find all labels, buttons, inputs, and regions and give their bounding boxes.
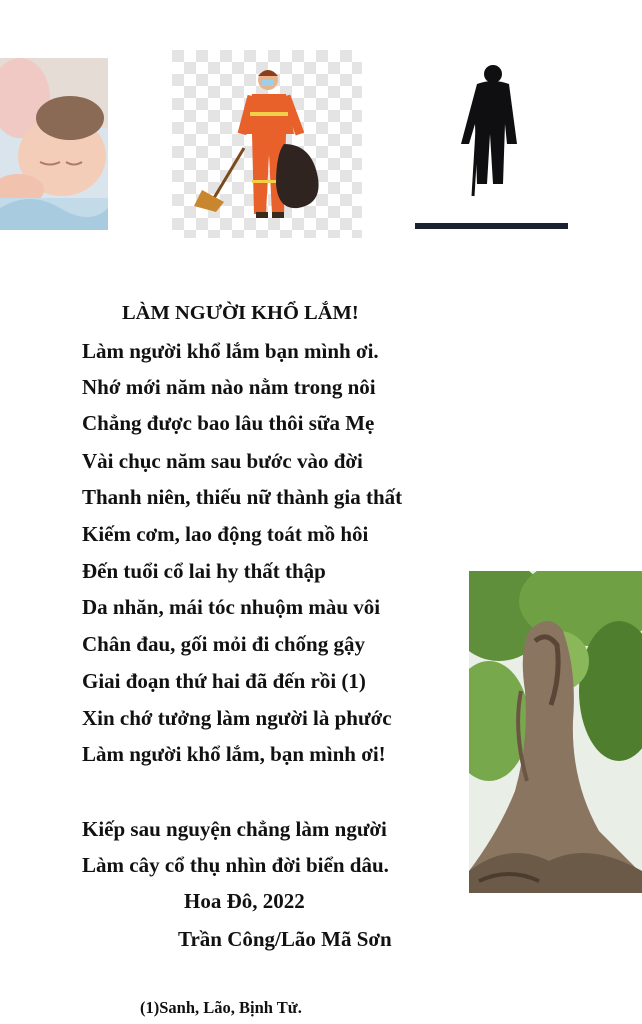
poem-line: Thanh niên, thiếu nữ thành gia thất	[82, 485, 403, 509]
street-sweeper-image	[172, 50, 362, 238]
poem-line: Giai đoạn thứ hai đã đến rồi (1)	[82, 669, 366, 693]
poem-line: Nhớ mới năm nào nằm trong nôi	[82, 375, 376, 399]
poem-line: Chân đau, gối mỏi đi chống gậy	[82, 632, 365, 656]
poem-line: Chẳng được bao lâu thôi sữa Mẹ	[82, 411, 375, 435]
poem-line: Làm người khổ lắm bạn mình ơi.	[82, 339, 379, 363]
poem-title: LÀM NGƯỜI KHỔ LẮM!	[122, 302, 359, 324]
poem-line: Làm cây cổ thụ nhìn đời biển dâu.	[82, 853, 389, 877]
poem-line: Xin chớ tưởng làm người là phước	[82, 706, 392, 730]
footnote: (1)Sanh, Lão, Bịnh Tử.	[140, 998, 302, 1017]
poem-line: Kiếp sau nguyện chẳng làm người	[82, 817, 387, 841]
poem-line: Đến tuổi cổ lai hy thất thập	[82, 559, 326, 583]
author-name: Trần Công/Lão Mã Sơn	[178, 927, 392, 951]
sleeping-baby-photo	[0, 58, 108, 230]
poem-line: Vài chục năm sau bước vào đời	[82, 449, 363, 473]
poem-line: Kiếm cơm, lao động toát mồ hôi	[82, 522, 369, 546]
place-and-year: Hoa Đô, 2022	[184, 889, 305, 913]
elderly-man-silhouette	[415, 60, 570, 232]
ancient-tree-photo	[469, 571, 642, 893]
poem-line: Da nhăn, mái tóc nhuộm màu vôi	[82, 595, 381, 619]
poem-line: Làm người khổ lắm, bạn mình ơi!	[82, 742, 386, 766]
